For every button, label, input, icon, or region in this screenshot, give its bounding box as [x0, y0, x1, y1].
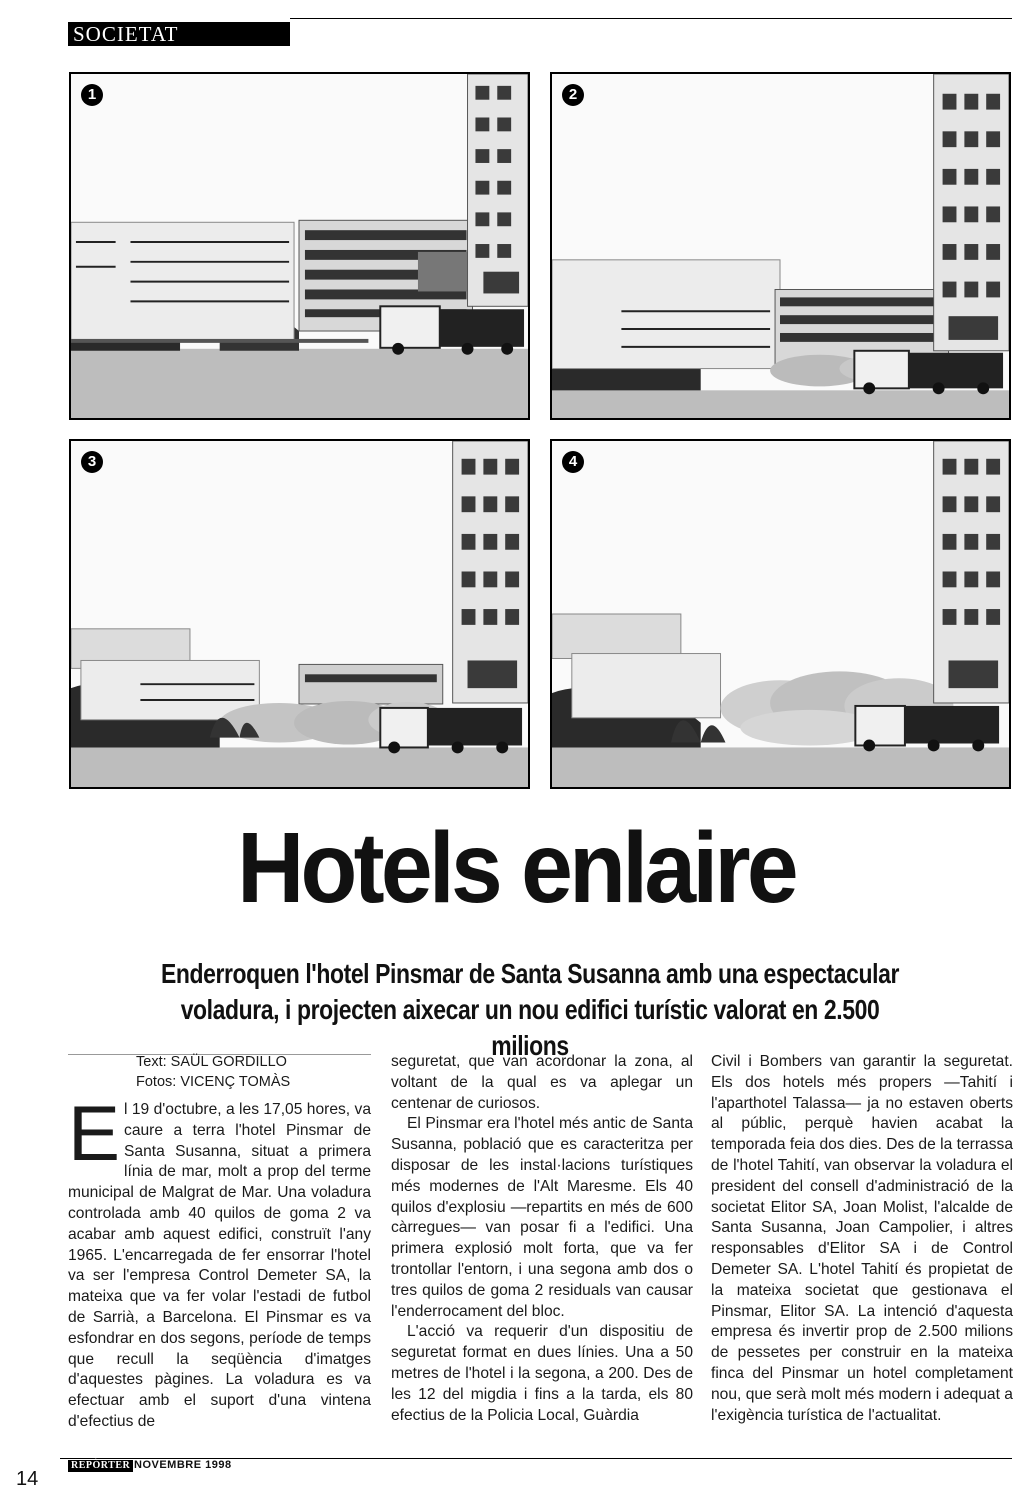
issue-date: NOVEMBRE 1998 — [134, 1459, 232, 1471]
article-paragraph: Civil i Bombers van garantir la seguretat. Els dos hotels més propers —Tahití i l'aparthotel Talassa— ja no estaven oberts al públic, perquè havien acabat la temporada feia dos dies. Des de la terrassa de l'hotel Tahití, van observar la voladura el president del consell d'administració de la societat Elitor SA, Joan Molist, l'alcalde de Santa Susanna, Joan Campolier, i altres responsables d'Elitor SA i de Control Demeter SA. L'hotel Tahití és propietat de la mateixa societat que gestionava el Pinsmar, Elitor SA. La intenció d'aquesta empresa és invertir prop de 2.500 milions de pessetes per construir en la mateixa finca del Pinsmar un hotel completament nou, que serà molt més modern i adequat a l'exigència turística de l'actualitat. — [711, 1053, 1013, 1424]
photo-1-image — [71, 74, 528, 418]
photo-number-1: 1 — [81, 84, 103, 106]
page-number: 14 — [16, 1468, 39, 1490]
article-column-1 — [68, 1052, 371, 1433]
article-paragraph — [68, 1089, 371, 1433]
credits — [68, 1052, 371, 1092]
article-paragraph: L'acció va requerir d'un dispositiu de seguretat format en dues línies. Una a 50 metres de l'hotel i la segona, a 200. Des de les 12 del migdia i fins a la tarda, els 80 efectius de la Policia Local, Guàrdia — [391, 1323, 693, 1424]
photo-4-image — [552, 441, 1009, 787]
photo-3 — [69, 439, 530, 789]
photo-2-image — [552, 74, 1009, 418]
headline: Hotels enlaire — [237, 812, 795, 924]
article-column-2 — [391, 1052, 693, 1426]
photo-4 — [550, 439, 1011, 789]
credit-text: Text: SAÜL GORDILLO — [136, 1054, 287, 1070]
subheadline: Enderroquen l'hotel Pinsmar de Santa Susanna amb una espectacular voladura, i projecten aixecar un nou edifici turístic valorat en 2.500 milions — [161, 958, 899, 1061]
section-label: SOCIETAT — [68, 22, 290, 46]
photo-2 — [550, 72, 1011, 420]
photo-3-image — [71, 441, 528, 787]
article-paragraph: El Pinsmar era l'hotel més antic de Santa Susanna, població que es caracteritza per disposar de les instal·lacions turístiques més modernes de l'Alt Maresme. Els 40 quilos d'explosiu —repartits en més de 600 càrregues— van posar fi a l'edifici. Una primera explosió molt forta, que va fer trontollar l'entorn, i una segona amb dos o tres quilos de goma 2 residuals van causar l'enderrocament del bloc. — [391, 1115, 693, 1320]
article-paragraph: seguretat, que van acordonar la zona, al voltant de la qual es va aplegar un centenar de curiosos. — [391, 1053, 693, 1112]
magazine-logo: REPÒRTER — [68, 1460, 133, 1472]
photo-number-3: 3 — [81, 451, 103, 473]
article-column-3 — [711, 1052, 1013, 1426]
drop-cap: E — [68, 1089, 121, 1177]
credit-photos: Fotos: VICENÇ TOMÀS — [136, 1074, 291, 1090]
photo-number-4: 4 — [562, 451, 584, 473]
article-text: l 19 d'octubre, a les 17,05 hores, va caure a terra l'hotel Pinsmar de Santa Susanna, situat a primera línia de mar, molt a prop del terme municipal de Malgrat de Mar. Una voladura controlada amb 40 quilos de goma 2 va acabar amb aquest edifici, construït l'any 1965. L'encarregada de fer ensorrar l'hotel va ser l'empresa Control Demeter SA, la mateixa que va fer volar l'estadi de futbol de Sarrià, a Barcelona. El Pinsmar es va esfondrar en dos segons, període de temps que recull la seqüència d'imatges d'aquestes pàgines. La voladura es va efectuar amb el suport d'una vintena d'efectius de — [68, 1101, 371, 1430]
photo-number-2: 2 — [562, 84, 584, 106]
top-rule — [290, 18, 1012, 19]
photo-1 — [69, 72, 530, 420]
